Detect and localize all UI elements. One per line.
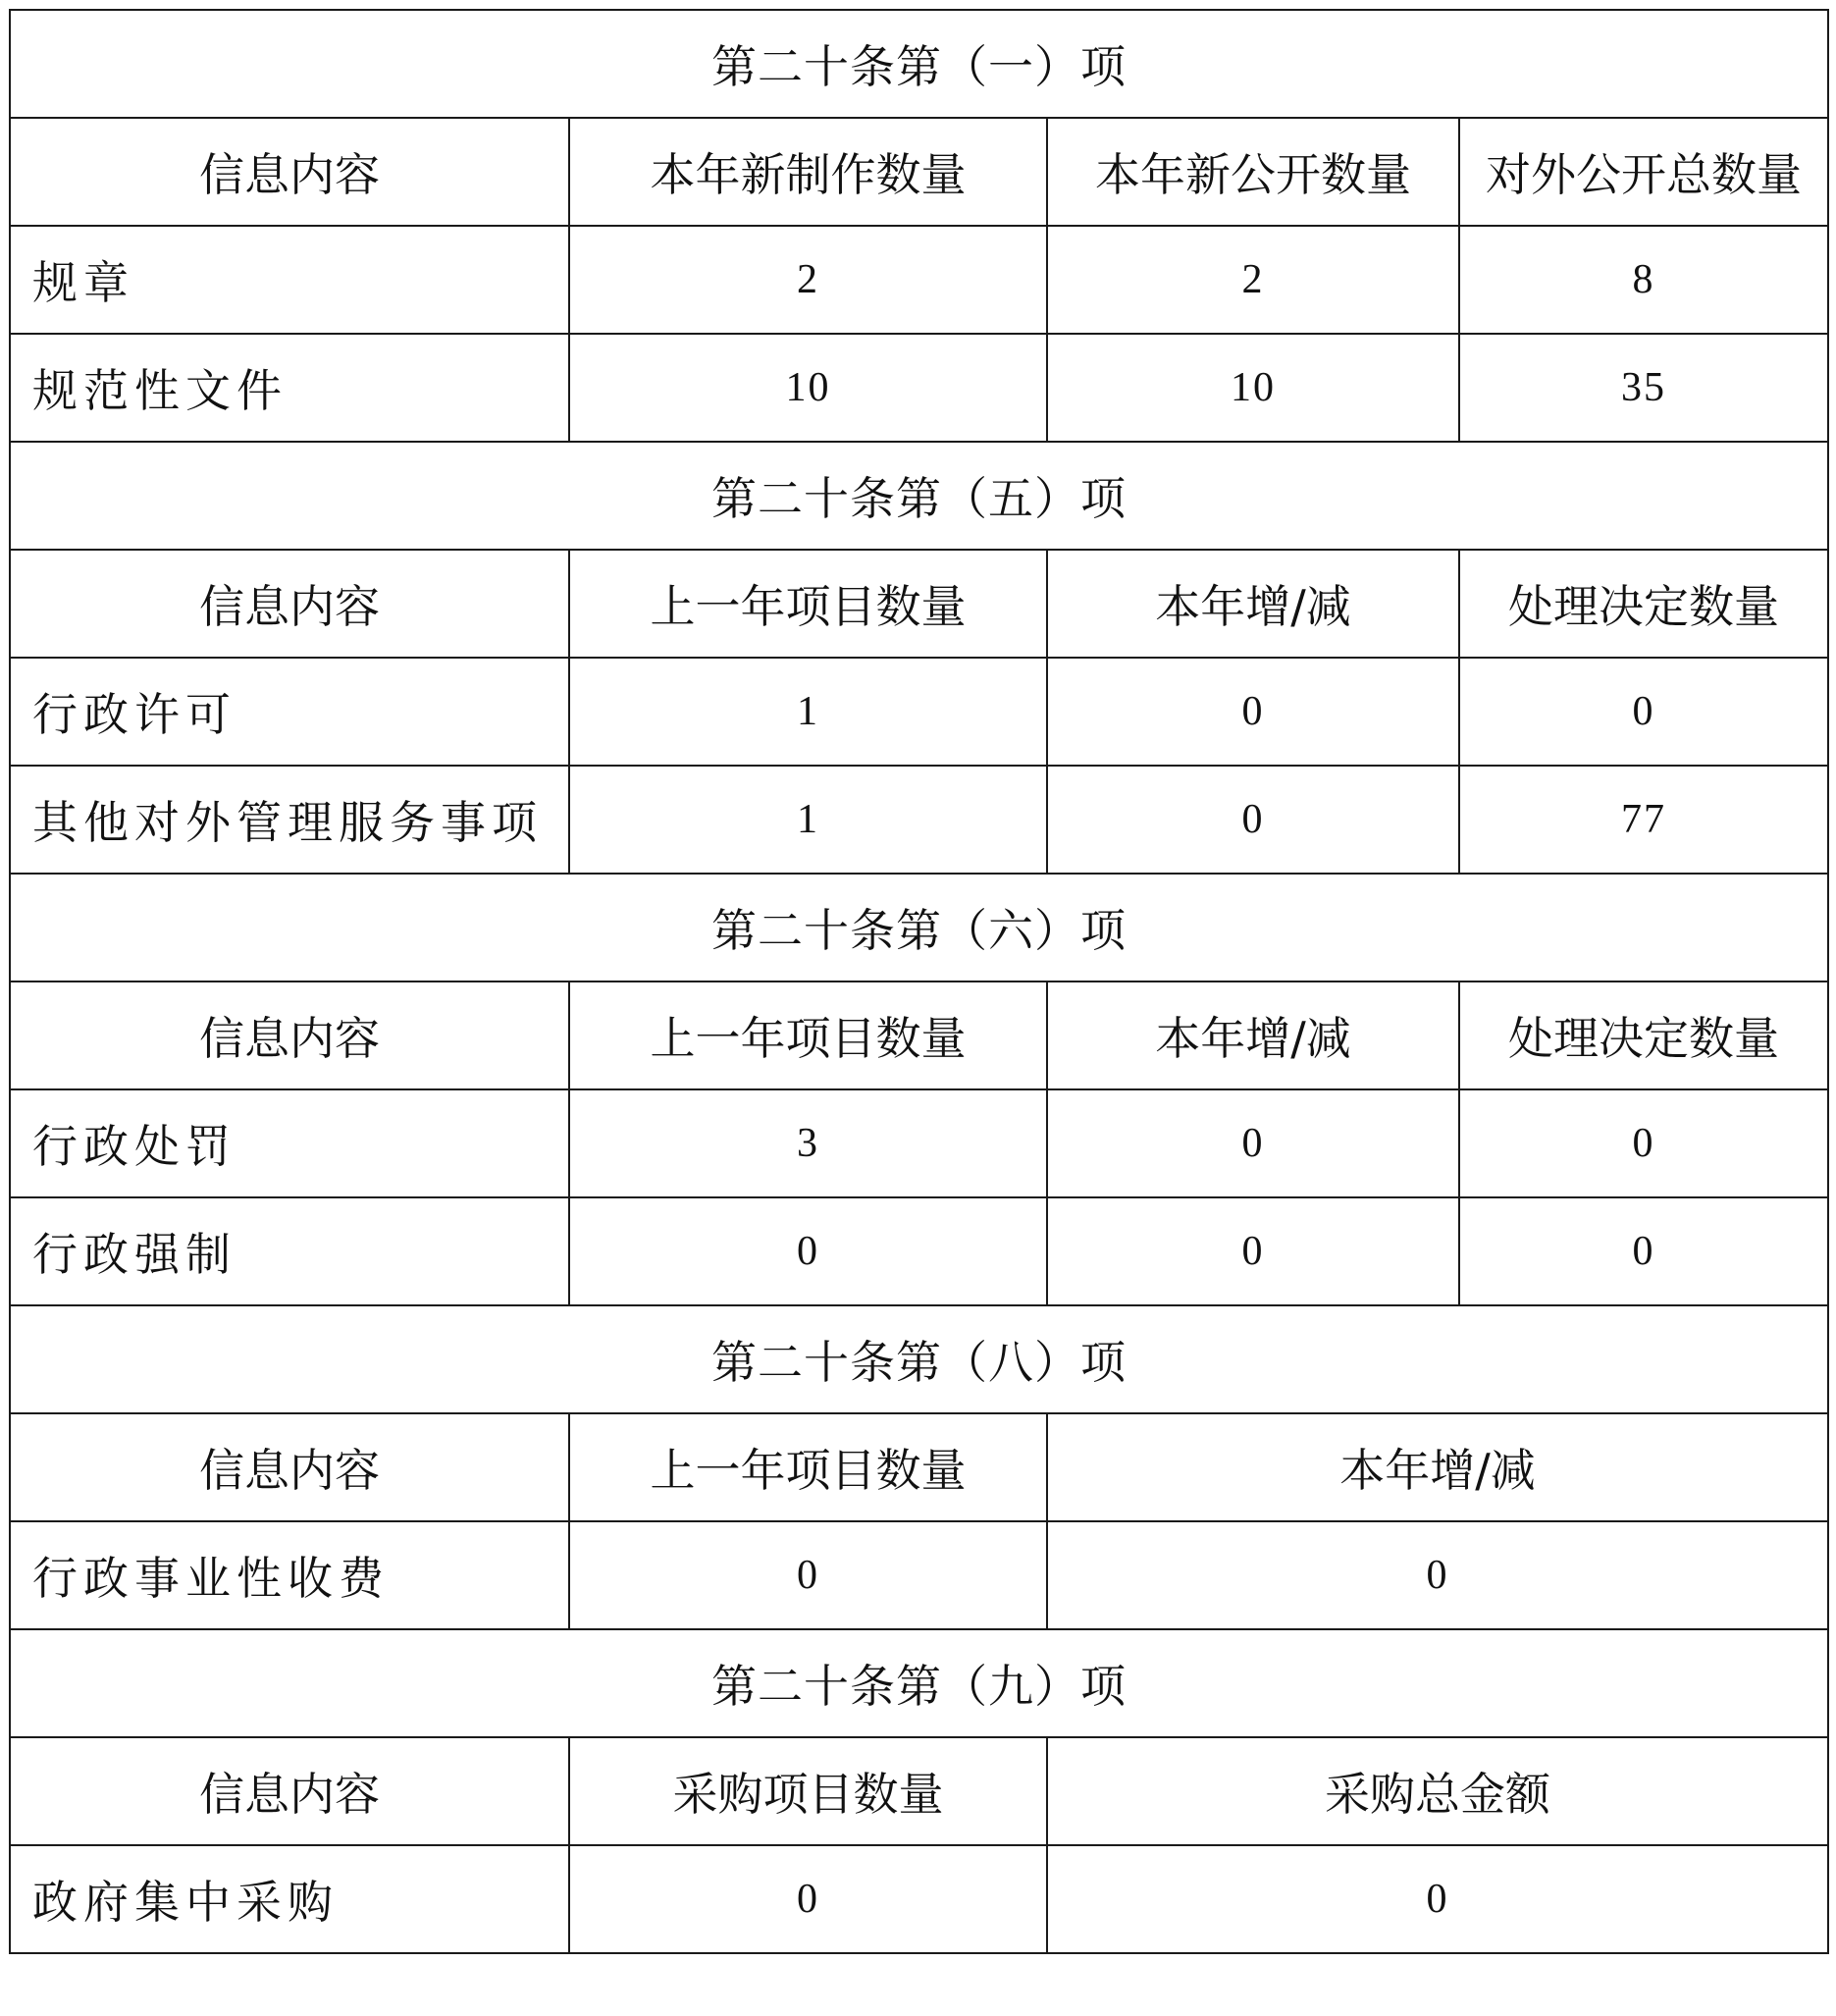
column-header: 信息内容 <box>10 1737 569 1845</box>
table-row <box>10 766 1828 874</box>
row-label: 行政强制 <box>10 1197 569 1305</box>
section-title-row <box>10 442 1828 550</box>
table-cell: 35 <box>1459 334 1828 442</box>
row-label: 规范性文件 <box>10 334 569 442</box>
table-cell: 0 <box>1459 658 1828 766</box>
table-cell: 0 <box>1047 1521 1828 1629</box>
section-title: 第二十条第（八）项 <box>10 1305 1828 1413</box>
table-cell: 0 <box>1047 1845 1828 1953</box>
table-cell: 0 <box>1459 1089 1828 1197</box>
table-cell: 1 <box>569 766 1047 874</box>
header-row <box>10 1737 1828 1845</box>
table-cell: 8 <box>1459 226 1828 334</box>
row-label: 规章 <box>10 226 569 334</box>
column-header: 本年增/减 <box>1047 1413 1828 1521</box>
section-title: 第二十条第（六）项 <box>10 874 1828 981</box>
column-header: 采购项目数量 <box>569 1737 1047 1845</box>
section-title-row <box>10 874 1828 981</box>
column-header: 本年增/减 <box>1047 981 1459 1089</box>
table-cell: 10 <box>1047 334 1459 442</box>
header-row <box>10 118 1828 226</box>
table-row <box>10 1197 1828 1305</box>
table-cell: 0 <box>1047 1089 1459 1197</box>
table-cell: 0 <box>1459 1197 1828 1305</box>
column-header: 信息内容 <box>10 550 569 658</box>
table-cell: 3 <box>569 1089 1047 1197</box>
column-header: 信息内容 <box>10 1413 569 1521</box>
header-row <box>10 550 1828 658</box>
table-cell: 0 <box>1047 766 1459 874</box>
section-title: 第二十条第（一）项 <box>10 10 1828 118</box>
section-title: 第二十条第（五）项 <box>10 442 1828 550</box>
table-cell: 0 <box>569 1845 1047 1953</box>
column-header: 处理决定数量 <box>1459 981 1828 1089</box>
table-cell: 2 <box>569 226 1047 334</box>
table-cell: 2 <box>1047 226 1459 334</box>
row-label: 行政许可 <box>10 658 569 766</box>
column-header: 处理决定数量 <box>1459 550 1828 658</box>
header-row <box>10 981 1828 1089</box>
column-header: 信息内容 <box>10 981 569 1089</box>
table-cell: 1 <box>569 658 1047 766</box>
table-row <box>10 1845 1828 1953</box>
row-label: 行政事业性收费 <box>10 1521 569 1629</box>
table-row <box>10 1521 1828 1629</box>
header-row <box>10 1413 1828 1521</box>
section-title-row <box>10 1629 1828 1737</box>
column-header: 对外公开总数量 <box>1459 118 1828 226</box>
row-label: 行政处罚 <box>10 1089 569 1197</box>
column-header: 上一年项目数量 <box>569 1413 1047 1521</box>
table-cell: 77 <box>1459 766 1828 874</box>
column-header: 本年增/减 <box>1047 550 1459 658</box>
column-header: 采购总金额 <box>1047 1737 1828 1845</box>
row-label: 政府集中采购 <box>10 1845 569 1953</box>
table-cell: 0 <box>1047 658 1459 766</box>
table-row <box>10 334 1828 442</box>
column-header: 上一年项目数量 <box>569 981 1047 1089</box>
table-row <box>10 658 1828 766</box>
table-cell: 0 <box>569 1521 1047 1629</box>
table-cell: 0 <box>1047 1197 1459 1305</box>
table-cell: 0 <box>569 1197 1047 1305</box>
section-title-row <box>10 10 1828 118</box>
column-header: 本年新制作数量 <box>569 118 1047 226</box>
table-cell: 10 <box>569 334 1047 442</box>
column-header: 上一年项目数量 <box>569 550 1047 658</box>
column-header: 信息内容 <box>10 118 569 226</box>
section-title-row <box>10 1305 1828 1413</box>
table-row <box>10 226 1828 334</box>
row-label: 其他对外管理服务事项 <box>10 766 569 874</box>
column-header: 本年新公开数量 <box>1047 118 1459 226</box>
section-title: 第二十条第（九）项 <box>10 1629 1828 1737</box>
disclosure-table <box>9 9 1829 1954</box>
table-row <box>10 1089 1828 1197</box>
